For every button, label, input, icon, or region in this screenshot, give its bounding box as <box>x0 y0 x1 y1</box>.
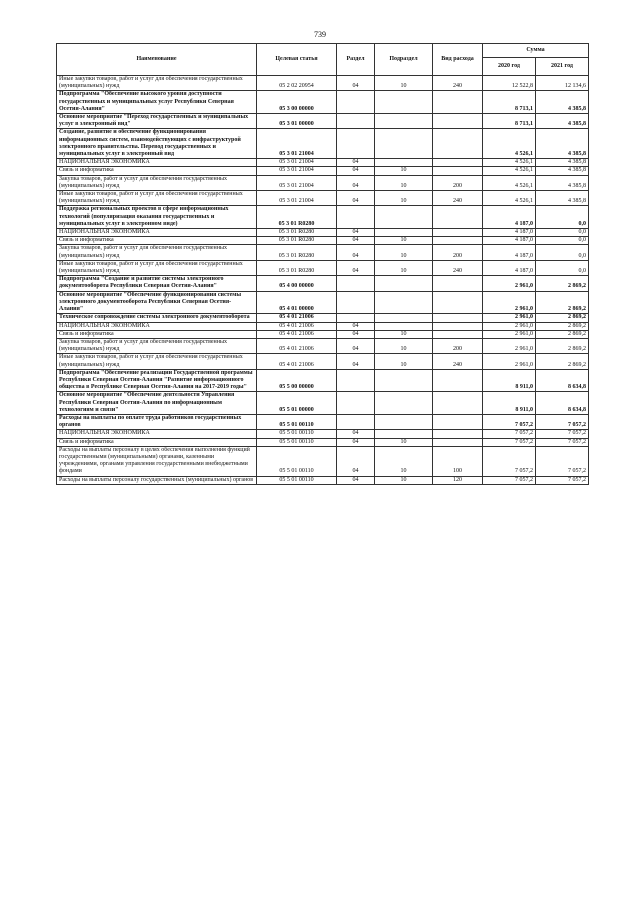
table-row <box>57 476 589 484</box>
cell-vr <box>433 276 483 291</box>
header-2020: 2020 год <box>483 58 536 76</box>
table-row <box>57 354 589 369</box>
cell-sec: 04 <box>337 438 375 446</box>
cell-v2020: 8 713,1 <box>483 114 536 129</box>
cell-name: Иные закупки товаров, работ и услуг для обеспечения государственных (муниципальных) нужд <box>57 260 257 275</box>
cell-sub: 10 <box>375 237 433 245</box>
cell-sec <box>337 206 375 229</box>
cell-v2020: 7 057,2 <box>483 430 536 438</box>
cell-v2020: 4 187,0 <box>483 245 536 260</box>
cell-v2020: 8 713,1 <box>483 91 536 114</box>
cell-sub <box>375 276 433 291</box>
cell-name: Основное мероприятие "Обеспечение деятельности Управления Республики Северная Осетия-Алания по информационным технологиям и связи" <box>57 392 257 415</box>
cell-sub: 10 <box>375 167 433 175</box>
cell-name: НАЦИОНАЛЬНАЯ ЭКОНОМИКА <box>57 322 257 330</box>
cell-v2020: 4 187,0 <box>483 206 536 229</box>
header-expense-type: Вид расхода <box>433 44 483 76</box>
cell-sec <box>337 91 375 114</box>
cell-sec <box>337 114 375 129</box>
cell-v2021: 2 869,2 <box>536 276 589 291</box>
cell-v2021: 0,0 <box>536 260 589 275</box>
cell-v2021: 4 385,8 <box>536 91 589 114</box>
cell-code: 05 3 01 21004 <box>257 167 337 175</box>
cell-name: Расходы на выплаты по оплате труда работников государственных органов <box>57 414 257 429</box>
cell-sec <box>337 129 375 159</box>
cell-v2021: 8 634,8 <box>536 392 589 415</box>
cell-sec: 04 <box>337 159 375 167</box>
table-row <box>57 322 589 330</box>
table-row <box>57 446 589 476</box>
cell-vr <box>433 167 483 175</box>
page-number: 739 <box>314 30 326 39</box>
cell-v2020: 7 057,2 <box>483 446 536 476</box>
table-row <box>57 330 589 338</box>
cell-sub <box>375 229 433 237</box>
cell-code: 05 3 01 00000 <box>257 114 337 129</box>
cell-sec <box>337 369 375 392</box>
cell-v2021: 7 057,2 <box>536 430 589 438</box>
cell-v2021: 2 869,2 <box>536 354 589 369</box>
cell-name: Создание, развитие и обеспечение функционирования информационных систем, взаимодействующих с инфраструктурой электронного правительства. Перевод государственных и муниципальных услуг в электронный вид <box>57 129 257 159</box>
cell-vr: 100 <box>433 446 483 476</box>
cell-name: Поддержка региональных проектов в сфере информационных технологий (популяризация оказания государственных и муниципальных услуг в электронном виде) <box>57 206 257 229</box>
cell-name: Основное мероприятие "Обеспечение функционирования системы электронного документооборота Республики Северная Осетия-Алания" <box>57 291 257 314</box>
cell-vr: 240 <box>433 76 483 91</box>
table-row <box>57 191 589 206</box>
cell-sec: 04 <box>337 430 375 438</box>
cell-v2021: 8 634,8 <box>536 369 589 392</box>
cell-name: Закупка товаров, работ и услуг для обеспечения государственных (муниципальных) нужд <box>57 175 257 190</box>
table-row <box>57 392 589 415</box>
header-2021: 2021 год <box>536 58 589 76</box>
cell-name: Связь и информатика <box>57 167 257 175</box>
cell-code: 05 3 01 R0280 <box>257 237 337 245</box>
cell-code: 05 5 01 00110 <box>257 446 337 476</box>
cell-name: Расходы на выплаты персоналу в целях обеспечения выполнения функций государственными (муниципальными) органами, казенными учреждениями, органами управления государственными внебюджетными фондами <box>57 446 257 476</box>
cell-code: 05 3 01 21004 <box>257 159 337 167</box>
cell-v2020: 7 057,2 <box>483 414 536 429</box>
cell-sec <box>337 414 375 429</box>
cell-sub: 10 <box>375 446 433 476</box>
cell-vr: 240 <box>433 260 483 275</box>
cell-sub <box>375 392 433 415</box>
cell-v2021: 7 057,2 <box>536 446 589 476</box>
cell-sec: 04 <box>337 237 375 245</box>
cell-v2020: 8 911,0 <box>483 392 536 415</box>
cell-sub: 10 <box>375 438 433 446</box>
cell-v2021: 7 057,2 <box>536 414 589 429</box>
cell-v2021: 0,0 <box>536 229 589 237</box>
cell-name: Расходы на выплаты персоналу государственных (муниципальных) органов <box>57 476 257 484</box>
cell-sub: 10 <box>375 175 433 190</box>
cell-vr <box>433 392 483 415</box>
header-name: Наименование <box>57 44 257 76</box>
cell-v2020: 2 961,0 <box>483 291 536 314</box>
cell-v2020: 2 961,0 <box>483 276 536 291</box>
cell-sec: 04 <box>337 76 375 91</box>
cell-sec <box>337 291 375 314</box>
cell-v2020: 4 526,1 <box>483 129 536 159</box>
cell-vr: 200 <box>433 175 483 190</box>
cell-sub: 10 <box>375 76 433 91</box>
cell-code: 05 4 01 00000 <box>257 291 337 314</box>
cell-code: 05 4 01 21006 <box>257 338 337 353</box>
cell-vr <box>433 322 483 330</box>
cell-sub: 10 <box>375 338 433 353</box>
header-sum: Сумма <box>483 44 589 58</box>
cell-code: 05 3 01 21004 <box>257 191 337 206</box>
cell-v2021: 4 385,8 <box>536 191 589 206</box>
cell-sec <box>337 314 375 322</box>
cell-vr: 240 <box>433 191 483 206</box>
cell-sec: 04 <box>337 191 375 206</box>
cell-v2021: 7 057,2 <box>536 476 589 484</box>
cell-code: 05 5 01 00110 <box>257 430 337 438</box>
cell-vr: 200 <box>433 245 483 260</box>
cell-sec: 04 <box>337 229 375 237</box>
table-row <box>57 114 589 129</box>
cell-vr <box>433 430 483 438</box>
table-row <box>57 237 589 245</box>
table-row <box>57 438 589 446</box>
cell-sub <box>375 314 433 322</box>
table-row <box>57 167 589 175</box>
cell-sec: 04 <box>337 446 375 476</box>
cell-sub: 10 <box>375 260 433 275</box>
cell-code: 05 5 00 00000 <box>257 369 337 392</box>
cell-code: 05 5 01 00110 <box>257 414 337 429</box>
cell-code: 05 3 01 R0280 <box>257 260 337 275</box>
cell-vr <box>433 206 483 229</box>
table-row <box>57 76 589 91</box>
cell-name: Иные закупки товаров, работ и услуг для обеспечения государственных (муниципальных) нужд <box>57 354 257 369</box>
cell-name: НАЦИОНАЛЬНАЯ ЭКОНОМИКА <box>57 159 257 167</box>
header-section: Раздел <box>337 44 375 76</box>
cell-name: НАЦИОНАЛЬНАЯ ЭКОНОМИКА <box>57 229 257 237</box>
table-row <box>57 129 589 159</box>
table-row <box>57 430 589 438</box>
cell-sub <box>375 159 433 167</box>
table-row <box>57 245 589 260</box>
table-row <box>57 291 589 314</box>
cell-sub <box>375 414 433 429</box>
cell-v2021: 2 869,2 <box>536 330 589 338</box>
cell-v2020: 7 057,2 <box>483 438 536 446</box>
cell-code: 05 5 01 00110 <box>257 476 337 484</box>
cell-sub: 10 <box>375 245 433 260</box>
table-body <box>57 76 589 485</box>
cell-code: 05 3 01 R0280 <box>257 245 337 260</box>
table-row <box>57 175 589 190</box>
cell-vr <box>433 114 483 129</box>
cell-v2020: 7 057,2 <box>483 476 536 484</box>
cell-sub <box>375 369 433 392</box>
cell-sub <box>375 322 433 330</box>
cell-name: Связь и информатика <box>57 330 257 338</box>
cell-vr <box>433 314 483 322</box>
cell-vr <box>433 91 483 114</box>
cell-v2020: 2 961,0 <box>483 338 536 353</box>
cell-sub <box>375 430 433 438</box>
cell-code: 05 5 01 00110 <box>257 438 337 446</box>
cell-code: 05 3 00 00000 <box>257 91 337 114</box>
cell-sec: 04 <box>337 322 375 330</box>
cell-sub: 10 <box>375 354 433 369</box>
cell-v2020: 8 911,0 <box>483 369 536 392</box>
table-row <box>57 91 589 114</box>
cell-v2021: 4 385,8 <box>536 159 589 167</box>
table-row <box>57 314 589 322</box>
cell-vr <box>433 159 483 167</box>
cell-code: 05 2 02 20954 <box>257 76 337 91</box>
cell-code: 05 4 01 21006 <box>257 314 337 322</box>
cell-code: 05 5 01 00000 <box>257 392 337 415</box>
cell-v2021: 7 057,2 <box>536 438 589 446</box>
cell-v2020: 4 187,0 <box>483 229 536 237</box>
cell-v2020: 4 526,1 <box>483 159 536 167</box>
budget-table <box>56 43 589 485</box>
cell-vr: 200 <box>433 338 483 353</box>
cell-v2020: 12 522,8 <box>483 76 536 91</box>
cell-code: 05 3 01 21004 <box>257 175 337 190</box>
cell-v2021: 2 869,2 <box>536 322 589 330</box>
cell-name: Связь и информатика <box>57 438 257 446</box>
cell-name: Связь и информатика <box>57 237 257 245</box>
cell-v2021: 0,0 <box>536 237 589 245</box>
cell-name: НАЦИОНАЛЬНАЯ ЭКОНОМИКА <box>57 430 257 438</box>
table-row <box>57 260 589 275</box>
cell-name: Основное мероприятие "Переход государственных и муниципальных услуг в электронный вид" <box>57 114 257 129</box>
table-row <box>57 159 589 167</box>
cell-name: Закупка товаров, работ и услуг для обеспечения государственных (муниципальных) нужд <box>57 338 257 353</box>
cell-v2021: 0,0 <box>536 245 589 260</box>
cell-code: 05 3 01 R0280 <box>257 206 337 229</box>
cell-name: Иные закупки товаров, работ и услуг для обеспечения государственных (муниципальных) нужд <box>57 191 257 206</box>
cell-code: 05 4 01 21006 <box>257 354 337 369</box>
cell-sub <box>375 91 433 114</box>
cell-vr <box>433 237 483 245</box>
cell-v2021: 4 385,8 <box>536 167 589 175</box>
cell-sec: 04 <box>337 330 375 338</box>
cell-v2021: 12 134,6 <box>536 76 589 91</box>
cell-v2020: 4 526,1 <box>483 167 536 175</box>
cell-sec: 04 <box>337 354 375 369</box>
cell-vr <box>433 414 483 429</box>
cell-v2020: 4 187,0 <box>483 260 536 275</box>
header-target: Целевая статья <box>257 44 337 76</box>
table-row <box>57 369 589 392</box>
cell-sub <box>375 291 433 314</box>
cell-code: 05 4 00 00000 <box>257 276 337 291</box>
cell-v2020: 4 187,0 <box>483 237 536 245</box>
cell-vr <box>433 291 483 314</box>
cell-sub <box>375 114 433 129</box>
cell-sec <box>337 392 375 415</box>
cell-v2020: 2 961,0 <box>483 330 536 338</box>
table-row <box>57 414 589 429</box>
cell-sub <box>375 206 433 229</box>
cell-v2020: 4 526,1 <box>483 175 536 190</box>
cell-v2021: 2 869,2 <box>536 314 589 322</box>
cell-v2021: 0,0 <box>536 206 589 229</box>
cell-vr <box>433 129 483 159</box>
cell-vr: 120 <box>433 476 483 484</box>
cell-code: 05 3 01 21004 <box>257 129 337 159</box>
cell-sub: 10 <box>375 191 433 206</box>
table-row <box>57 229 589 237</box>
cell-vr: 240 <box>433 354 483 369</box>
cell-sub: 10 <box>375 476 433 484</box>
cell-v2021: 4 385,8 <box>536 114 589 129</box>
cell-sec: 04 <box>337 245 375 260</box>
cell-sec <box>337 276 375 291</box>
cell-v2020: 2 961,0 <box>483 314 536 322</box>
table-row <box>57 276 589 291</box>
cell-code: 05 4 01 21006 <box>257 330 337 338</box>
cell-sec: 04 <box>337 260 375 275</box>
cell-vr <box>433 369 483 392</box>
cell-v2021: 4 385,8 <box>536 129 589 159</box>
cell-name: Закупка товаров, работ и услуг для обеспечения государственных (муниципальных) нужд <box>57 245 257 260</box>
cell-v2020: 2 961,0 <box>483 322 536 330</box>
cell-name: Подпрограмма "Обеспечение реализации Государственной программы Республики Северная Осетия-Алания "Развитие информационного общества в Республике Северная Осетия-Алания на 2017-2019 годы" <box>57 369 257 392</box>
header-subsection: Подраздел <box>375 44 433 76</box>
cell-sec: 04 <box>337 338 375 353</box>
cell-code: 05 3 01 R0280 <box>257 229 337 237</box>
cell-sec: 04 <box>337 476 375 484</box>
cell-sub <box>375 129 433 159</box>
cell-v2021: 4 385,8 <box>536 175 589 190</box>
cell-name: Иные закупки товаров, работ и услуг для обеспечения государственных (муниципальных) нужд <box>57 76 257 91</box>
cell-vr <box>433 438 483 446</box>
cell-sub: 10 <box>375 330 433 338</box>
cell-v2021: 2 869,2 <box>536 338 589 353</box>
cell-sec: 04 <box>337 167 375 175</box>
cell-vr <box>433 330 483 338</box>
table-row <box>57 206 589 229</box>
table-row <box>57 338 589 353</box>
cell-v2021: 2 869,2 <box>536 291 589 314</box>
cell-name: Техническое сопровождение системы электронного документооборота <box>57 314 257 322</box>
cell-v2020: 2 961,0 <box>483 354 536 369</box>
cell-vr <box>433 229 483 237</box>
cell-name: Подпрограмма "Создание и развитие системы электронного документооборота Республики Северная Осетия-Алания" <box>57 276 257 291</box>
cell-v2020: 4 526,1 <box>483 191 536 206</box>
cell-name: Подпрограмма "Обеспечение высокого уровня доступности государственных и муниципальных услуг Республики Северная Осетия-Алания" <box>57 91 257 114</box>
cell-code: 05 4 01 21006 <box>257 322 337 330</box>
cell-sec: 04 <box>337 175 375 190</box>
